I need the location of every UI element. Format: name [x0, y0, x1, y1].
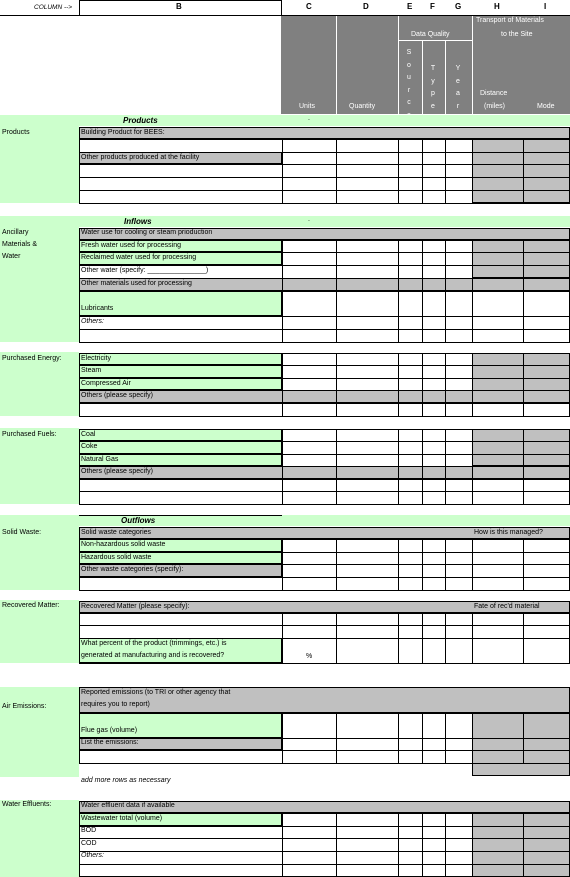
grid-line — [79, 539, 80, 590]
building-product-label: Building Product for BEES: — [81, 129, 165, 136]
grid-line — [282, 713, 283, 763]
distance-heading: Distance — [480, 90, 508, 97]
grid-line — [79, 750, 570, 751]
data-quality-title: Data Quality — [411, 31, 450, 38]
grid-line — [398, 429, 399, 504]
grid-line — [422, 353, 423, 416]
steam-label: Steam — [81, 367, 102, 374]
grid-line — [79, 813, 570, 814]
grid-line — [79, 813, 80, 877]
grid-line — [398, 139, 399, 203]
electricity-label: Electricity — [81, 355, 111, 362]
water-transport-grey-2 — [472, 813, 570, 877]
grid-line — [422, 429, 423, 504]
grid-line — [79, 139, 570, 140]
grid-line — [336, 139, 337, 203]
year-heading: Y e a r — [455, 65, 461, 110]
grid-line — [79, 613, 570, 614]
solid-waste-side-label: Solid Waste: — [2, 529, 42, 536]
grid-line — [336, 539, 337, 590]
col-c-letter: C — [306, 2, 312, 11]
grid-line — [79, 164, 570, 165]
grid-line — [79, 365, 570, 366]
other-water-label: Other water (specify: _______________) — [81, 267, 209, 274]
reclaimed-water-label: Reclaimed water used for processing — [81, 254, 197, 261]
grid-line — [79, 429, 80, 504]
inflows-section-title: Inflows — [124, 217, 152, 226]
water-use-label: Water use for cooling or steam prioduction — [81, 229, 213, 236]
grid-line — [472, 429, 473, 504]
ancillary-label-2: Materials & — [2, 241, 38, 248]
grid-line — [445, 713, 446, 763]
grid-line — [79, 429, 570, 430]
grid-line — [472, 713, 473, 763]
grid-line — [472, 613, 473, 663]
col-d-letter: D — [363, 2, 369, 11]
grid-line — [282, 240, 283, 342]
water-effluent-data-label: Water effluent data if available — [81, 802, 175, 809]
grid-line — [79, 479, 570, 480]
list-emissions-label: List the emissions: — [81, 739, 139, 746]
grid-line — [79, 763, 570, 764]
grid-line — [336, 240, 337, 342]
grid-line — [79, 826, 570, 827]
grid-line — [282, 139, 283, 203]
air-transport-grey — [472, 713, 570, 776]
ancillary-label-1: Ancillary — [2, 229, 29, 236]
grid-line — [523, 713, 524, 763]
outflows-section-bar — [0, 515, 570, 526]
grid-line — [336, 429, 337, 504]
fuels-others-label: Others (please specify) — [81, 468, 153, 475]
grid-line — [398, 539, 399, 590]
grid-line — [79, 663, 570, 664]
col-e-letter: E — [407, 2, 413, 11]
source-heading: S o u r c — [406, 49, 412, 106]
products-transport-grey — [472, 139, 570, 203]
grid-line — [282, 613, 283, 663]
grid-line — [336, 353, 337, 416]
grid-line — [523, 353, 524, 416]
recovered-specify-label: Recovered Matter (please specify): — [81, 603, 190, 610]
water-transport-grey — [472, 240, 570, 278]
products-dot: . — [308, 115, 310, 122]
grid-line — [79, 240, 80, 342]
grid-line — [79, 378, 570, 379]
reported-emissions-1: Reported emissions (to TRI or other agency that — [81, 689, 231, 696]
grid-line — [79, 590, 570, 591]
grid-line — [282, 353, 283, 416]
ancillary-label-3: Water — [2, 253, 21, 260]
grid-line — [523, 613, 524, 663]
inflows-dot: . — [308, 216, 310, 223]
inflows-section-bar — [0, 216, 570, 227]
bod-label: BOD — [81, 827, 97, 834]
energy-transport-grey — [472, 353, 570, 391]
outflows-top-rule — [79, 515, 282, 516]
coal-row — [79, 429, 282, 441]
col-i-letter: I — [544, 2, 547, 11]
energy-others-label: Others (please specify) — [81, 392, 153, 399]
reported-emissions-2: requires you to report) — [81, 701, 150, 708]
grid-line — [472, 139, 473, 203]
column-label: COLUMN --> — [34, 4, 73, 11]
solid-waste-categories-label: Solid waste categories — [81, 529, 152, 536]
coke-row — [79, 441, 282, 454]
grid-line — [336, 613, 337, 663]
grid-line — [472, 539, 473, 590]
units-heading: Units — [299, 103, 315, 110]
grid-line — [79, 353, 570, 354]
percent-question-2: generated at manufacturing and is recovered? — [81, 652, 225, 659]
col-f-letter: F — [430, 2, 435, 11]
grid-line — [79, 625, 570, 626]
inflows-others-label: Others: — [81, 318, 104, 325]
lubricants-label: Lubricants — [81, 305, 114, 312]
col-h-letter: H — [494, 2, 500, 11]
grid-line — [282, 813, 283, 877]
col-b-letter: B — [176, 2, 182, 11]
grid-line — [79, 252, 570, 253]
recovered-side-label: Recovered Matter: — [2, 602, 60, 609]
grid-line — [422, 240, 423, 342]
grid-line — [398, 240, 399, 342]
grid-line — [422, 813, 423, 877]
hazardous-label: Hazardous solid waste — [81, 554, 152, 561]
grid-line — [523, 539, 524, 590]
grid-line — [472, 813, 473, 877]
grid-line — [79, 265, 570, 266]
products-section-title: Products — [123, 116, 158, 125]
grid-line — [336, 813, 337, 877]
grid-line — [79, 638, 570, 639]
water-effluents-side-band — [0, 800, 79, 877]
grid-line — [336, 713, 337, 763]
wastewater-total-label: Wastewater total (volume) — [81, 815, 163, 822]
grid-line — [445, 813, 446, 877]
grid-line — [79, 139, 80, 203]
grid-line — [445, 429, 446, 504]
grid-line — [79, 152, 570, 153]
grid-line — [422, 139, 423, 203]
percent-question-1: What percent of the product (trimmings, etc.) is — [81, 640, 227, 647]
air-side-label: Air Emissions: — [2, 703, 47, 710]
grid-line — [79, 491, 570, 492]
grid-line — [79, 504, 570, 505]
grid-line — [79, 342, 570, 343]
water-effluents-side-label: Water Effluents: — [2, 801, 52, 808]
grid-line — [79, 539, 570, 540]
grid-line — [445, 539, 446, 590]
other-materials-label: Other materials used for processing — [81, 280, 192, 287]
mode-heading: Mode — [537, 103, 555, 110]
outflows-section-title: Outflows — [121, 516, 156, 525]
grid-line — [472, 353, 473, 416]
non-hazardous-label: Non-hazardous solid waste — [81, 541, 166, 548]
grid-line — [79, 177, 570, 178]
transport-title-2: to the Site — [501, 31, 533, 38]
grid-line — [79, 713, 570, 714]
add-more-rows-note: add more rows as necessary — [81, 777, 171, 784]
grid-line — [523, 240, 524, 342]
grid-line — [79, 564, 570, 565]
water-others-label: Others: — [81, 852, 104, 859]
coal-label: Coal — [81, 431, 96, 438]
products-side-label: Products — [2, 129, 30, 136]
transport-title-1: Transport of Materials — [476, 17, 544, 24]
grid-line — [445, 613, 446, 663]
grid-line — [398, 353, 399, 416]
grid-line — [445, 240, 446, 342]
grid-line — [79, 454, 570, 455]
grid-line — [79, 190, 570, 191]
other-products-label: Other products produced at the facility — [81, 154, 200, 161]
grid-line — [79, 864, 570, 865]
cod-label: COD — [81, 840, 97, 847]
fresh-water-label: Fresh water used for processing — [81, 242, 181, 249]
grid-line — [79, 240, 570, 241]
grid-line — [523, 139, 524, 203]
fuels-side-label: Purchased Fuels: — [2, 431, 57, 438]
grid-line — [282, 539, 283, 590]
grid-line — [79, 329, 570, 330]
type-heading: T y p e — [430, 65, 436, 110]
quantity-heading: Quantity — [349, 103, 376, 110]
grid-line — [79, 278, 570, 279]
flue-gas-label: Flue gas (volume) — [81, 727, 138, 734]
miles-heading: (miles) — [484, 103, 505, 110]
products-section-bar — [0, 115, 570, 126]
grid-line — [422, 713, 423, 763]
grid-line — [79, 713, 80, 763]
grid-line — [79, 203, 570, 204]
natural-gas-label: Natural Gas — [81, 456, 119, 463]
grid-line — [398, 613, 399, 663]
grid-line — [422, 613, 423, 663]
grid-line — [79, 291, 570, 292]
steam-row — [79, 365, 282, 378]
grid-line — [282, 429, 283, 504]
grid-line — [398, 813, 399, 877]
grid-line — [422, 539, 423, 590]
grid-line — [79, 390, 570, 391]
col-g-letter: G — [455, 2, 462, 11]
fate-label: Fate of rec'd material — [474, 603, 540, 610]
column-header-row — [0, 0, 570, 16]
percent-sign: % — [306, 653, 313, 660]
grid-line — [523, 429, 524, 504]
grid-line — [79, 552, 570, 553]
grid-line — [79, 577, 570, 578]
grid-line — [79, 851, 570, 852]
fuels-transport-grey — [472, 429, 570, 466]
grid-line — [79, 316, 570, 317]
compressed-air-label: Compressed Air — [81, 380, 131, 387]
grid-line — [398, 713, 399, 763]
grid-line — [445, 139, 446, 203]
grid-line — [79, 738, 570, 739]
grid-line — [79, 613, 80, 663]
grid-line — [445, 353, 446, 416]
coke-label: Coke — [81, 443, 98, 450]
energy-side-label: Purchased Energy: — [2, 355, 62, 362]
grid-line — [79, 466, 570, 467]
grid-line — [472, 240, 473, 342]
grid-line — [79, 838, 570, 839]
grid-line — [79, 403, 570, 404]
grid-line — [523, 813, 524, 877]
grid-line — [79, 441, 570, 442]
grid-line — [79, 353, 80, 416]
other-waste-label: Other waste categories (specify): — [81, 566, 184, 573]
how-managed-label: How is this managed? — [474, 529, 543, 536]
grid-line — [79, 416, 570, 417]
